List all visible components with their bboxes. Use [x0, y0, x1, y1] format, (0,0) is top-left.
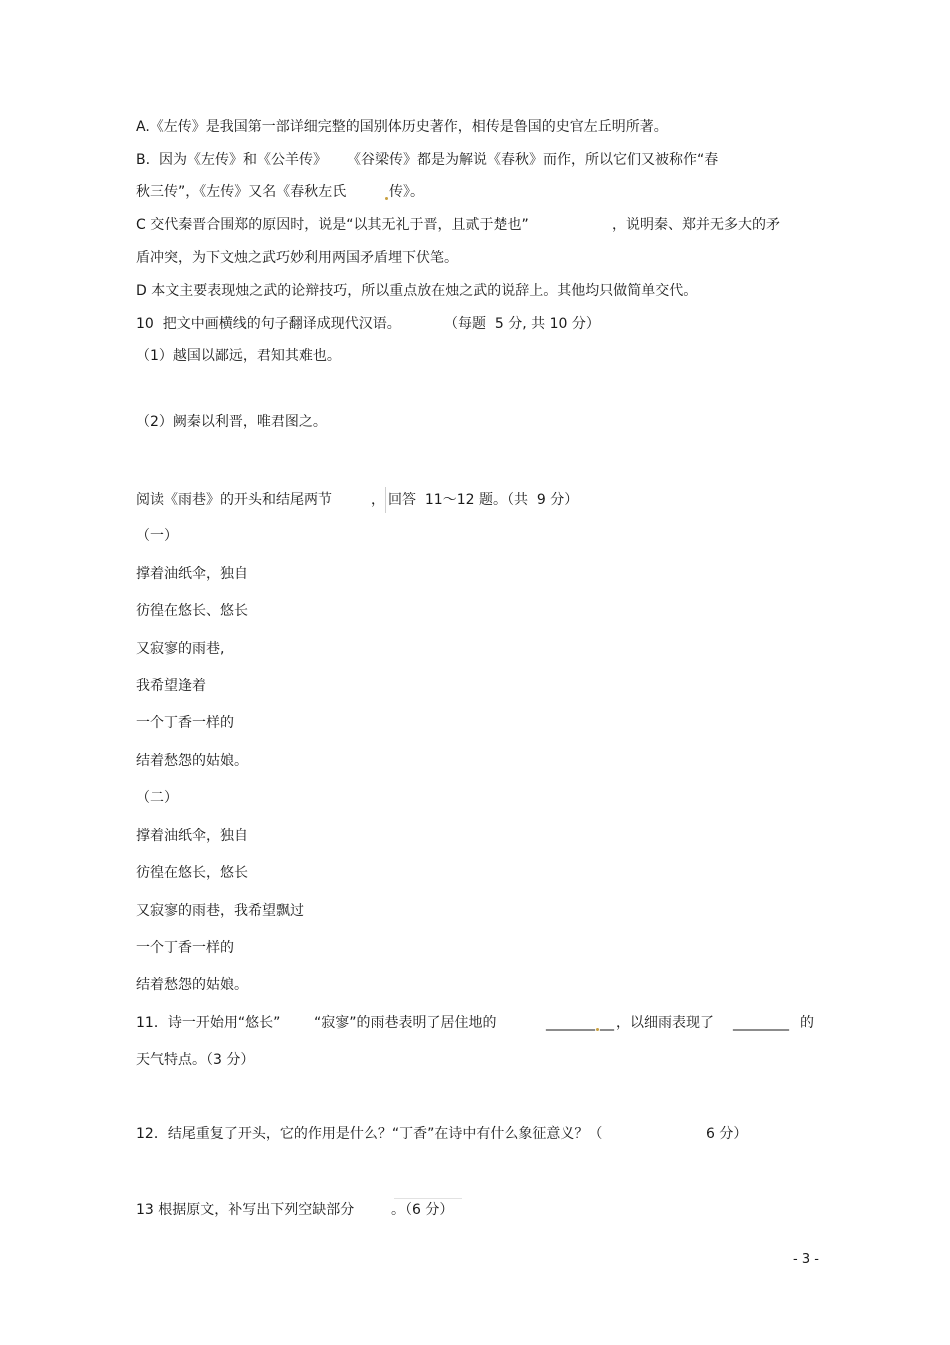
- poem-line: 一个丁香一样的: [136, 940, 234, 956]
- q12-text: 12．结尾重复了开头，它的作用是什么？“丁香”在诗中有什么象征意义？（: [136, 1126, 603, 1142]
- reading-intro-part2: 回答 11～12 题。（共 9 分）: [388, 492, 579, 508]
- q11-part2: “寂寥”的雨巷表明了居住地的: [314, 1015, 497, 1031]
- option-d: D 本文主要表现烛之武的论辩技巧，所以重点放在烛之武的说辞上。其他均只做简单交代。: [136, 283, 698, 299]
- option-b-line1-part1: B. 因为《左传》和《公羊传》: [136, 152, 327, 168]
- poem-line: 我希望逢着: [136, 678, 206, 694]
- mark-dot: [385, 197, 388, 200]
- poem-label-1: （一）: [136, 528, 178, 544]
- q10-stem: 10 把文中画横线的句子翻译成现代汉语。: [136, 316, 401, 332]
- page-number: - 3 -: [793, 1252, 819, 1267]
- q11-blank-2: ________: [733, 1015, 789, 1031]
- q11-blank-1b: __: [600, 1015, 614, 1031]
- q11-part4: 的: [800, 1015, 814, 1031]
- option-c-line2: 盾冲突，为下文烛之武巧妙利用两国矛盾埋下伏笔。: [136, 250, 458, 266]
- poem-line: 结着愁怨的姑娘。: [136, 977, 248, 993]
- reading-intro-part1: 阅读《雨巷》的开头和结尾两节: [136, 492, 332, 508]
- poem-line: 彷徨在悠长、悠长: [136, 603, 248, 619]
- q13-part2: 。（6 分）: [391, 1202, 454, 1218]
- option-c-line1-part2: ，说明秦、郑并无多大的矛: [612, 217, 780, 233]
- q11-blank-1: _______: [546, 1015, 595, 1031]
- reading-intro-comma: ，: [371, 492, 385, 508]
- option-c-line1-part1: C 交代秦晋合围郑的原因时，说是“以其无礼于晋，且贰于楚也”: [136, 217, 529, 233]
- poem-line: 彷徨在悠长，悠长: [136, 865, 248, 881]
- q13-part1: 13 根据原文，补写出下列空缺部分: [136, 1202, 355, 1218]
- q11-part1: 11．诗一开始用“悠长”: [136, 1015, 281, 1031]
- poem-line: 一个丁香一样的: [136, 715, 234, 731]
- q11-part3: ，以细雨表现了: [616, 1015, 714, 1031]
- scan-mark: [394, 1198, 462, 1199]
- poem-label-2: （二）: [136, 790, 178, 806]
- option-b-line1-part2: 《谷梁传》都是为解说《春秋》而作，所以它们又被称作“春: [347, 152, 719, 168]
- poem-line: 撑着油纸伞，独自: [136, 828, 248, 844]
- q11-line2: 天气特点。（3 分）: [136, 1052, 255, 1068]
- q10-score: （每题 5 分, 共 10 分）: [444, 316, 600, 332]
- q10-sentence-2: （2）阙秦以利晋，唯君图之。: [136, 414, 327, 430]
- poem-line: 又寂寥的雨巷,: [136, 641, 225, 657]
- option-a: A.《左传》是我国第一部详细完整的国别体历史著作，相传是鲁国的史官左丘明所著。: [136, 119, 668, 135]
- poem-line: 撑着油纸伞，独自: [136, 566, 248, 582]
- option-b-line2-part2: 传》。: [389, 184, 424, 200]
- mark-dot: [596, 1028, 599, 1031]
- scan-mark: [385, 487, 386, 513]
- poem-line: 结着愁怨的姑娘。: [136, 753, 248, 769]
- q12-score: 6 分）: [706, 1126, 748, 1142]
- option-b-line2-part1: 秋三传”，《左传》又名《春秋左氏: [136, 184, 347, 200]
- q10-sentence-1: （1）越国以鄙远，君知其难也。: [136, 348, 341, 364]
- poem-line: 又寂寥的雨巷，我希望飘过: [136, 903, 304, 919]
